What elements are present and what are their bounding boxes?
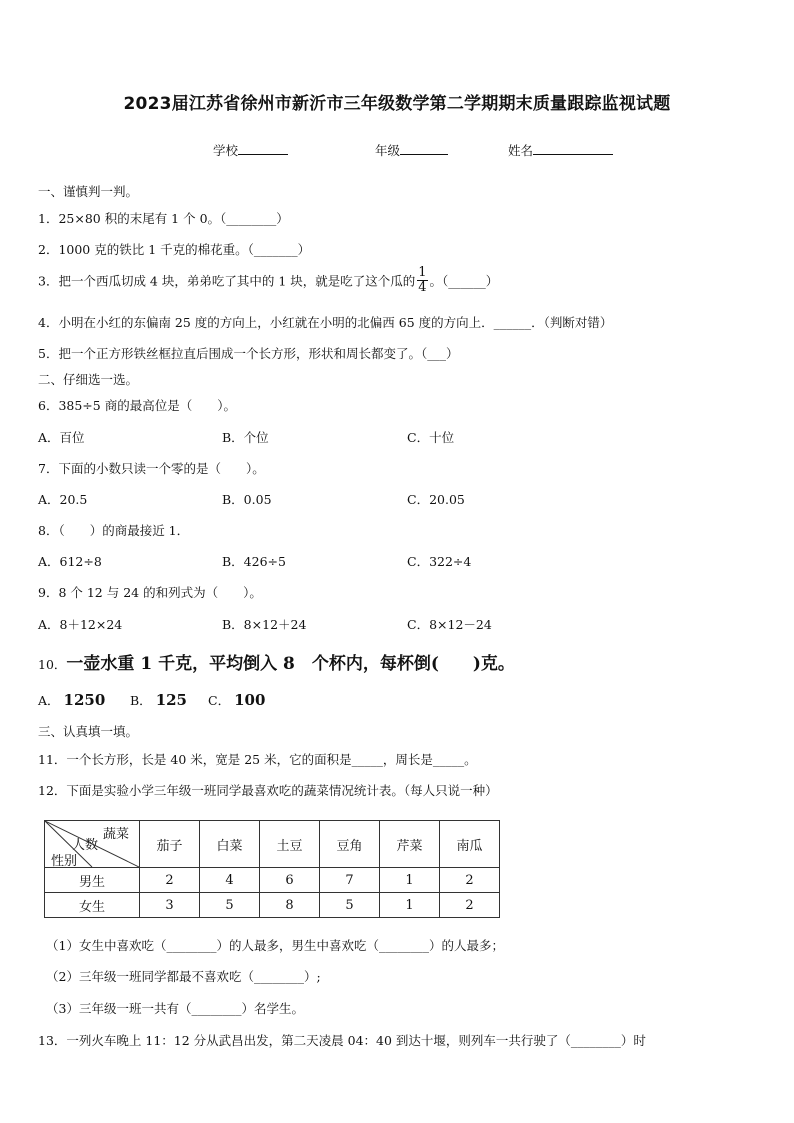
- question-10-text: 一壶水重 1 千克，平均倒入 8 个杯内，每杯倒( )克。: [66, 654, 515, 674]
- q8-option-c[interactable]: C．322÷4: [407, 554, 472, 569]
- corner-label-gender: 性别: [51, 854, 78, 869]
- q8-option-a[interactable]: A．612÷8: [38, 554, 102, 569]
- column-header: 土豆: [260, 821, 320, 868]
- question-7: 7．下面的小数只读一个零的是（ ）。: [38, 461, 265, 476]
- grade-field[interactable]: [375, 141, 448, 159]
- question-12-part-2: （2）三年级一班同学都最不喜欢吃（________）;: [46, 969, 321, 984]
- table-cell: 3: [140, 893, 200, 918]
- question-3-blank: 。（______）: [429, 273, 499, 289]
- q10-option-a[interactable]: [38, 691, 105, 709]
- name-label: 姓名: [508, 143, 534, 158]
- table-cell: 5: [320, 893, 380, 918]
- column-header: 豆角: [320, 821, 380, 868]
- q7-option-a[interactable]: A．20.5: [38, 492, 88, 507]
- section2-heading: 二、仔细选一选。: [38, 372, 139, 387]
- q10-option-b[interactable]: [130, 691, 187, 709]
- question-13: 13．一列火车晚上 11：12 分从武昌出发，第二天凌晨 04：40 到达十堰，则列车一共行驶了（________）时: [38, 1033, 646, 1048]
- question-10: [38, 649, 515, 674]
- table-cell: 4: [200, 868, 260, 893]
- question-3-text: 3．把一个西瓜切成 4 块，弟弟吃了其中的 1 块，就是吃了这个瓜的: [38, 273, 416, 289]
- name-blank[interactable]: [533, 142, 613, 155]
- q6-option-a[interactable]: A．百位: [38, 430, 85, 445]
- grade-blank[interactable]: [400, 142, 448, 155]
- section3-heading: 三、认真填一填。: [38, 724, 139, 739]
- q10-option-c-letter: C．: [208, 693, 231, 708]
- table-corner-cell: [45, 821, 140, 868]
- q8-option-b[interactable]: B．426÷5: [222, 554, 286, 569]
- question-12: 12．下面是实验小学三年级一班同学最喜欢吃的蔬菜情况统计表。（每人只说一种）: [38, 783, 498, 798]
- question-12-part-3: （3）三年级一班一共有（________）名学生。: [46, 1001, 304, 1016]
- table-cell: 1: [380, 893, 440, 918]
- question-1: 1．25×80 积的末尾有 1 个 0。（________）: [38, 211, 289, 226]
- corner-label-count: 人数: [72, 838, 99, 853]
- question-2: 2．1000 克的铁比 1 千克的棉花重。（_______）: [38, 242, 311, 257]
- table-cell: 8: [260, 893, 320, 918]
- q10-option-b-value: 125: [155, 691, 187, 709]
- corner-label-vegetable: 蔬菜: [103, 827, 130, 842]
- q10-option-c[interactable]: [208, 691, 265, 709]
- fraction-numerator: 1: [418, 265, 427, 280]
- q10-option-c-value: 100: [234, 691, 266, 709]
- question-12-part-1: （1）女生中喜欢吃（________）的人最多，男生中喜欢吃（________）的人最多；: [46, 938, 504, 953]
- vegetable-stats-table: [44, 820, 500, 918]
- q10-option-a-letter: A．: [38, 693, 60, 708]
- school-blank[interactable]: [238, 142, 288, 155]
- q7-option-b[interactable]: B．0.05: [222, 492, 272, 507]
- table-cell: 2: [140, 868, 200, 893]
- table-row: [45, 893, 500, 918]
- table-cell: 2: [440, 868, 500, 893]
- section1-heading: 一、谨慎判一判。: [38, 184, 139, 199]
- column-header: 茄子: [140, 821, 200, 868]
- table-cell: 7: [320, 868, 380, 893]
- table-cell: 1: [380, 868, 440, 893]
- table-header-row: [45, 821, 500, 868]
- question-4: 4．小明在小红的东偏南 25 度的方向上，小红就在小明的北偏西 65 度的方向上．______．（判断对错）: [38, 315, 613, 330]
- school-field[interactable]: [213, 141, 288, 159]
- name-field[interactable]: [508, 141, 613, 159]
- question-9: 9．8 个 12 与 24 的和列式为（ ）。: [38, 585, 262, 600]
- column-header: 白菜: [200, 821, 260, 868]
- q9-option-c[interactable]: C．8×12－24: [407, 617, 492, 632]
- row-label: 女生: [45, 893, 140, 918]
- grade-label: 年级: [375, 143, 401, 158]
- q9-option-b[interactable]: B．8×12＋24: [222, 617, 307, 632]
- page-title: 2023届江苏省徐州市新沂市三年级数学第二学期期末质量跟踪监视试题: [123, 94, 671, 114]
- question-6: 6．385÷5 商的最高位是（ ）。: [38, 398, 236, 413]
- q6-option-c[interactable]: C．十位: [407, 430, 455, 445]
- fraction-one-quarter: [417, 266, 427, 295]
- question-8: 8．（ ）的商最接近 1．: [38, 523, 190, 538]
- q10-option-b-letter: B．: [130, 693, 152, 708]
- column-header: 芹菜: [380, 821, 440, 868]
- table-row: [45, 868, 500, 893]
- column-header: 南瓜: [440, 821, 500, 868]
- q7-option-c[interactable]: C．20.05: [407, 492, 465, 507]
- question-5: 5．把一个正方形铁丝框拉直后围成一个长方形，形状和周长都变了。（___）: [38, 346, 459, 361]
- table-cell: 6: [260, 868, 320, 893]
- q6-option-b[interactable]: B．个位: [222, 430, 269, 445]
- q10-option-a-value: 1250: [63, 691, 106, 709]
- table-cell: 5: [200, 893, 260, 918]
- q9-option-a[interactable]: A．8＋12×24: [38, 617, 123, 632]
- question-10-number: 10．: [38, 657, 67, 672]
- question-11: 11．一个长方形，长是 40 米，宽是 25 米，它的面积是_____，周长是_____。: [38, 752, 477, 767]
- question-3: [38, 266, 498, 295]
- school-label: 学校: [213, 143, 239, 158]
- table-cell: 2: [440, 893, 500, 918]
- fraction-denominator: 4: [418, 280, 427, 295]
- row-label: 男生: [45, 868, 140, 893]
